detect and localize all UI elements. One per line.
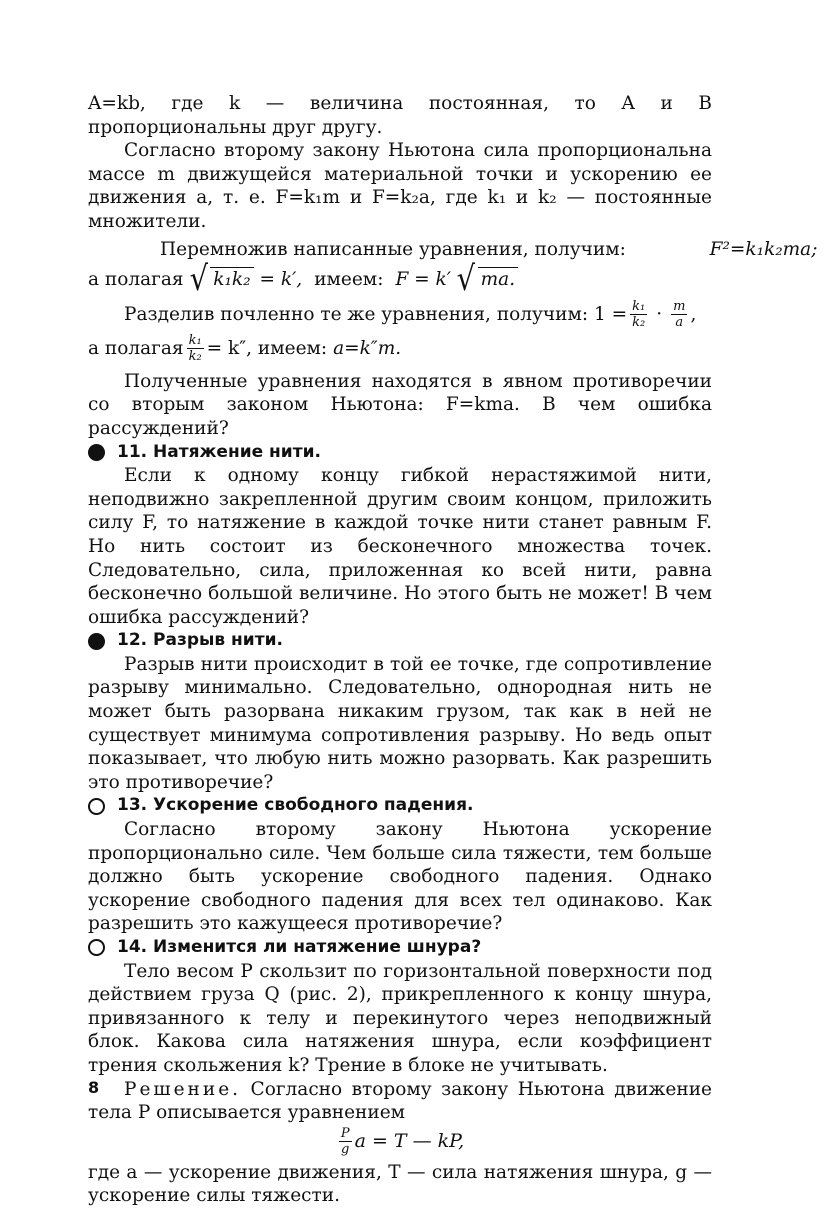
section-title-13: 13. Ускорение свободного падения. <box>117 795 474 816</box>
paragraph-free-fall: Согласно второму закону Ньютона ускорение пропорционально силе. Чем больше сила тяжести, тем больше должно быть ускорение свободного падения. Однако ускорение свободного падения для всех тел одинаково. Как разрешить это кажущееся противоречие? <box>88 819 712 935</box>
paragraph-newton-law: Согласно второму закону Ньютона сила пропорциональна массе m движущейся материальной точки и ускорению ее движения a, т. е. F=k₁m и F=k₂a, где k₁ и k₂ — постоянные множители. <box>88 140 712 232</box>
fraction-numerator: m <box>673 298 686 314</box>
solution-label: Решение. <box>124 1078 242 1100</box>
main-equation <box>88 1127 712 1157</box>
sqrt-lhs: F = k′ <box>395 268 451 290</box>
fraction-denominator: k₂ <box>188 348 202 364</box>
ratio-equation: a=k″m. <box>333 337 402 359</box>
paragraph-thread-break: Разрыв нити происходит в той ее точке, где сопротивление разрыву минимально. Следовательно, однородная нить не может быть разорвана никаким грузом, так как в ней не существует минимума сопротивления разрыву. Но ведь опыт показывает, что любую нить можно разорвать. Как разрешить это противоречие? <box>88 653 712 793</box>
filled-circle-icon <box>88 633 105 650</box>
ratio-lead: а полагая <box>88 337 184 359</box>
fraction-k1-k2 <box>630 300 647 330</box>
fraction-ratio <box>187 334 204 364</box>
paragraph-thread-tension: Если к одному концу гибкой нерастяжимой нити, неподвижно закрепленной другим своим концом, приложить силу F, то натяжение в каждой точке нити станет равным F. Но нить состоит из бесконечного множества точек. Следовательно, сила, приложенная ко всей нити, равна бесконечно большой величине. Но этого быть не может! В чем ошибка рассуждений? <box>88 465 712 628</box>
section-title-12: 12. Разрыв нити. <box>117 630 283 651</box>
section-heading-13 <box>88 794 712 818</box>
page-body <box>88 92 818 1208</box>
fraction-denominator: a <box>675 314 684 330</box>
equation-rest: a = T — kP, <box>354 1129 465 1152</box>
line-multiply <box>88 238 818 262</box>
section-title-11: 11. Натяжение нити. <box>117 441 321 462</box>
page-number: 8 <box>88 1078 100 1097</box>
sqrt-radicand-1: k₁k₂ <box>210 267 253 292</box>
fraction-p-g <box>339 1127 352 1157</box>
paragraph-proportional: A=kb, где k — величина постоянная, то A и B пропорциональны друг другу. <box>88 93 712 138</box>
divide-text: Разделив почленно те же уравнения, получим: 1 = <box>124 303 628 325</box>
fraction-denominator: k₂ <box>632 314 646 330</box>
line-ratio <box>88 334 712 364</box>
fraction-numerator: P <box>340 1125 350 1141</box>
paragraph-contradiction: Полученные уравнения находятся в явном противоречии со вторым законом Ньютона: F=kma. В чем ошибка рассуждений? <box>88 370 712 439</box>
sqrt-symbol-icon-2: √ <box>456 259 475 300</box>
line-divide <box>88 300 712 330</box>
sqrt-symbol-icon: √ <box>189 259 208 300</box>
section-title-14: 14. Изменится ли натяжение шнура? <box>117 937 482 957</box>
fraction-numerator: k₁ <box>188 332 202 348</box>
filled-circle-icon <box>88 444 105 461</box>
open-circle-icon <box>88 798 105 815</box>
open-circle-icon <box>88 939 105 956</box>
section-heading-11 <box>88 441 712 465</box>
dot-operator: · <box>656 303 663 325</box>
multiply-text: Перемножив написанные уравнения, получим: <box>160 238 626 260</box>
section-heading-12 <box>88 629 712 653</box>
ratio-mid: = k″, имеем: <box>206 337 328 359</box>
solution-text: Согласно второму закону Ньютона движение тела P описывается уравнением <box>88 1078 712 1124</box>
divide-end: , <box>690 303 697 325</box>
paragraph-cord-tension: Тело весом P скользит по горизонтальной поверхности под действием груза Q (рис. 2), прикрепленного к концу шнура, привязанного к телу и перекинутого через неподвижный блок. Какова сила натяжения шнура, если коэффициент трения скольжения k? Трение в блоке не учитывать. <box>88 960 712 1076</box>
paragraph-where: где a — ускорение движения, T — сила натяжения шнура, g — ускорение силы тяжести. <box>88 1161 712 1207</box>
sqrt-have: имеем: <box>314 268 384 290</box>
sqrt-lead: а полагая <box>88 268 184 290</box>
sqrt-radicand-2: ma. <box>478 267 518 292</box>
paragraph-solution <box>88 1078 712 1125</box>
fraction-m-a <box>671 300 687 330</box>
line-sqrt <box>88 259 712 300</box>
section-heading-14 <box>88 936 712 960</box>
sqrt-eq-1: = k′, <box>259 268 303 290</box>
multiply-equation: F²=k₁k₂ma; <box>709 238 818 260</box>
fraction-denominator: g <box>341 1141 350 1157</box>
fraction-numerator: k₁ <box>632 298 646 314</box>
